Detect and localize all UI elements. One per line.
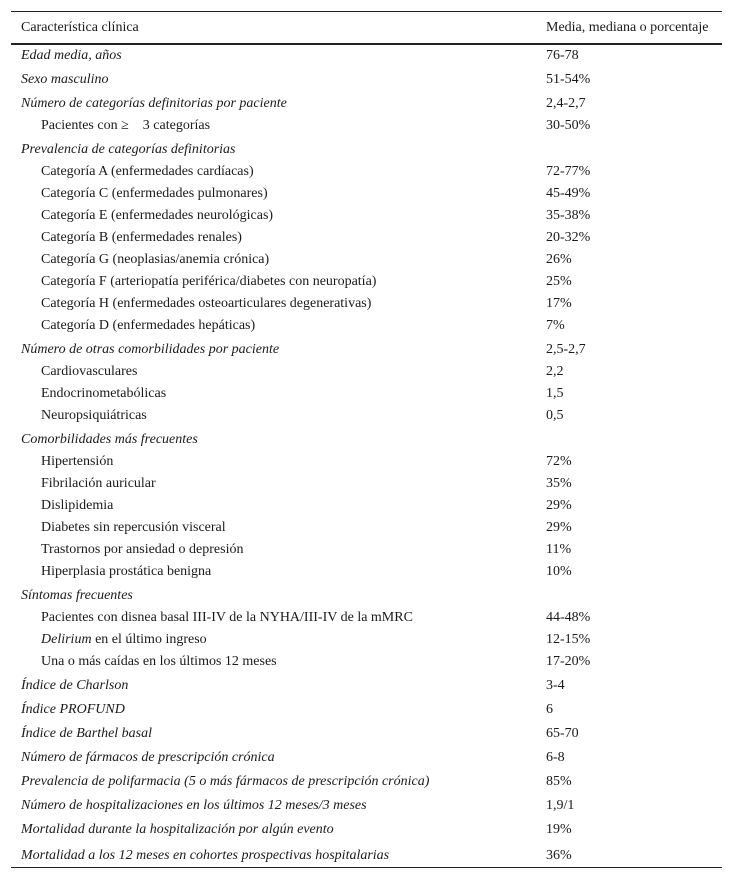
row-value: 10% bbox=[546, 564, 572, 579]
row-label-cell bbox=[11, 67, 546, 91]
row-label-suffix: en el último ingreso bbox=[91, 632, 207, 647]
row-label: Síntomas frecuentes bbox=[21, 588, 133, 603]
row-value: 29% bbox=[546, 520, 572, 535]
table-row bbox=[11, 227, 722, 249]
row-label: Número de categorías definitorias por paciente bbox=[21, 96, 287, 111]
row-label-cell bbox=[11, 249, 546, 271]
row-label: Categoría C (enfermedades pulmonares) bbox=[41, 186, 268, 201]
row-label: Categoría B (enfermedades renales) bbox=[41, 230, 242, 245]
table-row bbox=[11, 745, 722, 769]
row-label-cell bbox=[11, 293, 546, 315]
table-row bbox=[11, 651, 722, 673]
row-value: 11% bbox=[546, 542, 572, 557]
row-label: Dislipidemia bbox=[41, 498, 114, 513]
table-row bbox=[11, 205, 722, 227]
table-row bbox=[11, 817, 722, 841]
table-row bbox=[11, 137, 722, 161]
row-value: 3-4 bbox=[546, 678, 565, 693]
row-value: 2,2 bbox=[546, 364, 564, 379]
row-value: 26% bbox=[546, 252, 572, 267]
table-row bbox=[11, 721, 722, 745]
row-value: 35% bbox=[546, 476, 572, 491]
row-label-cell bbox=[11, 745, 546, 769]
header-feature: Característica clínica bbox=[11, 12, 546, 45]
row-value: 30-50% bbox=[546, 118, 591, 133]
table-row bbox=[11, 115, 722, 137]
row-label-cell bbox=[11, 361, 546, 383]
header-row bbox=[11, 12, 722, 45]
table-row bbox=[11, 517, 722, 539]
table-row bbox=[11, 841, 722, 867]
row-value: 35-38% bbox=[546, 208, 591, 223]
row-label: Categoría F (arteriopatía periférica/diabetes con neuropatía) bbox=[41, 274, 377, 289]
row-label-cell bbox=[11, 161, 546, 183]
row-label-cell bbox=[11, 583, 546, 607]
table-body bbox=[11, 44, 722, 867]
row-value: 17-20% bbox=[546, 654, 591, 669]
row-value: 25% bbox=[546, 274, 572, 289]
row-value bbox=[546, 583, 722, 607]
row-label-cell bbox=[11, 44, 546, 67]
row-value: 2,4-2,7 bbox=[546, 96, 586, 111]
row-value: 6-8 bbox=[546, 750, 565, 765]
table-row bbox=[11, 769, 722, 793]
table-row bbox=[11, 793, 722, 817]
row-value: 65-70 bbox=[546, 726, 579, 741]
row-label-cell bbox=[11, 183, 546, 205]
row-label-cell bbox=[11, 697, 546, 721]
table-row bbox=[11, 315, 722, 337]
table-row bbox=[11, 539, 722, 561]
row-label-cell bbox=[11, 629, 546, 651]
table-row bbox=[11, 697, 722, 721]
row-label: Número de otras comorbilidades por paciente bbox=[21, 342, 280, 357]
row-label: Pacientes con ≥ bbox=[41, 118, 129, 133]
row-label: Mortalidad durante la hospitalización por algún evento bbox=[21, 822, 334, 837]
row-label-cell bbox=[11, 651, 546, 673]
row-label: Delirium bbox=[41, 632, 92, 647]
header-value: Media, mediana o porcentaje bbox=[546, 12, 722, 45]
table-header bbox=[11, 12, 722, 45]
table-row bbox=[11, 607, 722, 629]
row-label: Una o más caídas en los últimos 12 meses bbox=[41, 654, 277, 669]
table-row bbox=[11, 44, 722, 67]
row-label: Categoría G (neoplasias/anemia crónica) bbox=[41, 252, 270, 267]
row-value: 19% bbox=[546, 822, 572, 837]
table-row bbox=[11, 561, 722, 583]
row-label: Cardiovasculares bbox=[41, 364, 138, 379]
row-label-cell bbox=[11, 793, 546, 817]
row-label-cell bbox=[11, 405, 546, 427]
clinical-characteristics-table bbox=[11, 11, 722, 868]
row-label-cell bbox=[11, 561, 546, 583]
row-label-cell bbox=[11, 227, 546, 249]
row-value: 1,9/1 bbox=[546, 798, 575, 813]
row-label: Pacientes con disnea basal III-IV de la NYHA/III-IV de la mMRC bbox=[41, 610, 413, 625]
row-label: Endocrinometabólicas bbox=[41, 386, 167, 401]
row-value bbox=[546, 427, 722, 451]
table-row bbox=[11, 583, 722, 607]
row-value: 2,5-2,7 bbox=[546, 342, 586, 357]
table-row bbox=[11, 91, 722, 115]
row-label: Índice de Barthel basal bbox=[21, 726, 153, 741]
row-value bbox=[546, 137, 722, 161]
table-row bbox=[11, 337, 722, 361]
row-label-cell bbox=[11, 271, 546, 293]
row-value: 76-78 bbox=[546, 48, 579, 63]
row-label-cell bbox=[11, 473, 546, 495]
row-label: Categoría D (enfermedades hepáticas) bbox=[41, 318, 256, 333]
row-value: 72-77% bbox=[546, 164, 591, 179]
row-label: Mortalidad a los 12 meses en cohortes prospectivas hospitalarias bbox=[21, 847, 390, 863]
row-value: 29% bbox=[546, 498, 572, 513]
row-label: Categoría A (enfermedades cardíacas) bbox=[41, 164, 254, 179]
row-label: Número de fármacos de prescripción crónica bbox=[21, 750, 275, 765]
row-value: 0,5 bbox=[546, 408, 564, 423]
row-label-cell bbox=[11, 495, 546, 517]
row-label-cell bbox=[11, 607, 546, 629]
row-label: Fibrilación auricular bbox=[41, 476, 156, 491]
table-row bbox=[11, 473, 722, 495]
row-value: 36% bbox=[546, 841, 722, 867]
row-label-cell bbox=[11, 539, 546, 561]
table-row bbox=[11, 451, 722, 473]
table-row bbox=[11, 293, 722, 315]
table-row bbox=[11, 383, 722, 405]
row-label: Índice PROFUND bbox=[21, 702, 125, 717]
row-label: Neuropsiquiátricas bbox=[41, 408, 147, 423]
table-row bbox=[11, 427, 722, 451]
row-value: 20-32% bbox=[546, 230, 591, 245]
row-label-cell bbox=[11, 673, 546, 697]
row-label: Categoría E (enfermedades neurológicas) bbox=[41, 208, 274, 223]
row-label: Diabetes sin repercusión visceral bbox=[41, 520, 226, 535]
table-row bbox=[11, 67, 722, 91]
row-label-suffix: 3 categorías bbox=[142, 118, 211, 133]
row-label-cell bbox=[11, 817, 546, 841]
table-row bbox=[11, 495, 722, 517]
row-label-cell bbox=[11, 841, 546, 867]
row-label: Hipertensión bbox=[41, 454, 114, 469]
row-value: 44-48% bbox=[546, 610, 591, 625]
row-value: 72% bbox=[546, 454, 572, 469]
row-label-cell bbox=[11, 205, 546, 227]
row-label: Índice de Charlson bbox=[21, 678, 129, 693]
row-label-cell bbox=[11, 517, 546, 539]
row-label-cell bbox=[11, 115, 546, 137]
row-label-cell bbox=[11, 427, 546, 451]
row-label-cell bbox=[11, 769, 546, 793]
table-row bbox=[11, 271, 722, 293]
row-label-cell bbox=[11, 383, 546, 405]
table-row bbox=[11, 629, 722, 651]
row-value: 1,5 bbox=[546, 386, 564, 401]
row-label: Hiperplasia prostática benigna bbox=[41, 564, 212, 579]
table-row bbox=[11, 183, 722, 205]
table-row bbox=[11, 405, 722, 427]
row-value: 85% bbox=[546, 774, 572, 789]
table-row bbox=[11, 361, 722, 383]
row-label: Sexo masculino bbox=[21, 72, 109, 87]
row-value: 45-49% bbox=[546, 186, 591, 201]
row-label: Comorbilidades más frecuentes bbox=[21, 432, 198, 447]
row-label: Edad media, años bbox=[21, 48, 122, 63]
row-label: Trastornos por ansiedad o depresión bbox=[41, 542, 244, 557]
row-label-cell bbox=[11, 315, 546, 337]
row-value: 6 bbox=[546, 702, 553, 717]
row-label-cell bbox=[11, 337, 546, 361]
row-value: 7% bbox=[546, 318, 565, 333]
row-value: 17% bbox=[546, 296, 572, 311]
row-value: 12-15% bbox=[546, 632, 591, 647]
row-label: Prevalencia de polifarmacia (5 o más fármacos de prescripción crónica) bbox=[21, 774, 430, 789]
row-label-cell bbox=[11, 721, 546, 745]
table-row bbox=[11, 161, 722, 183]
row-label: Prevalencia de categorías definitorias bbox=[21, 142, 236, 157]
row-value: 51-54% bbox=[546, 72, 591, 87]
row-label-cell bbox=[11, 91, 546, 115]
row-label: Número de hospitalizaciones en los últimos 12 meses/3 meses bbox=[21, 798, 367, 813]
table-row bbox=[11, 673, 722, 697]
row-label: Categoría H (enfermedades osteoarticulares degenerativas) bbox=[41, 296, 372, 311]
table-row bbox=[11, 249, 722, 271]
row-label-cell bbox=[11, 451, 546, 473]
row-label-cell bbox=[11, 137, 546, 161]
